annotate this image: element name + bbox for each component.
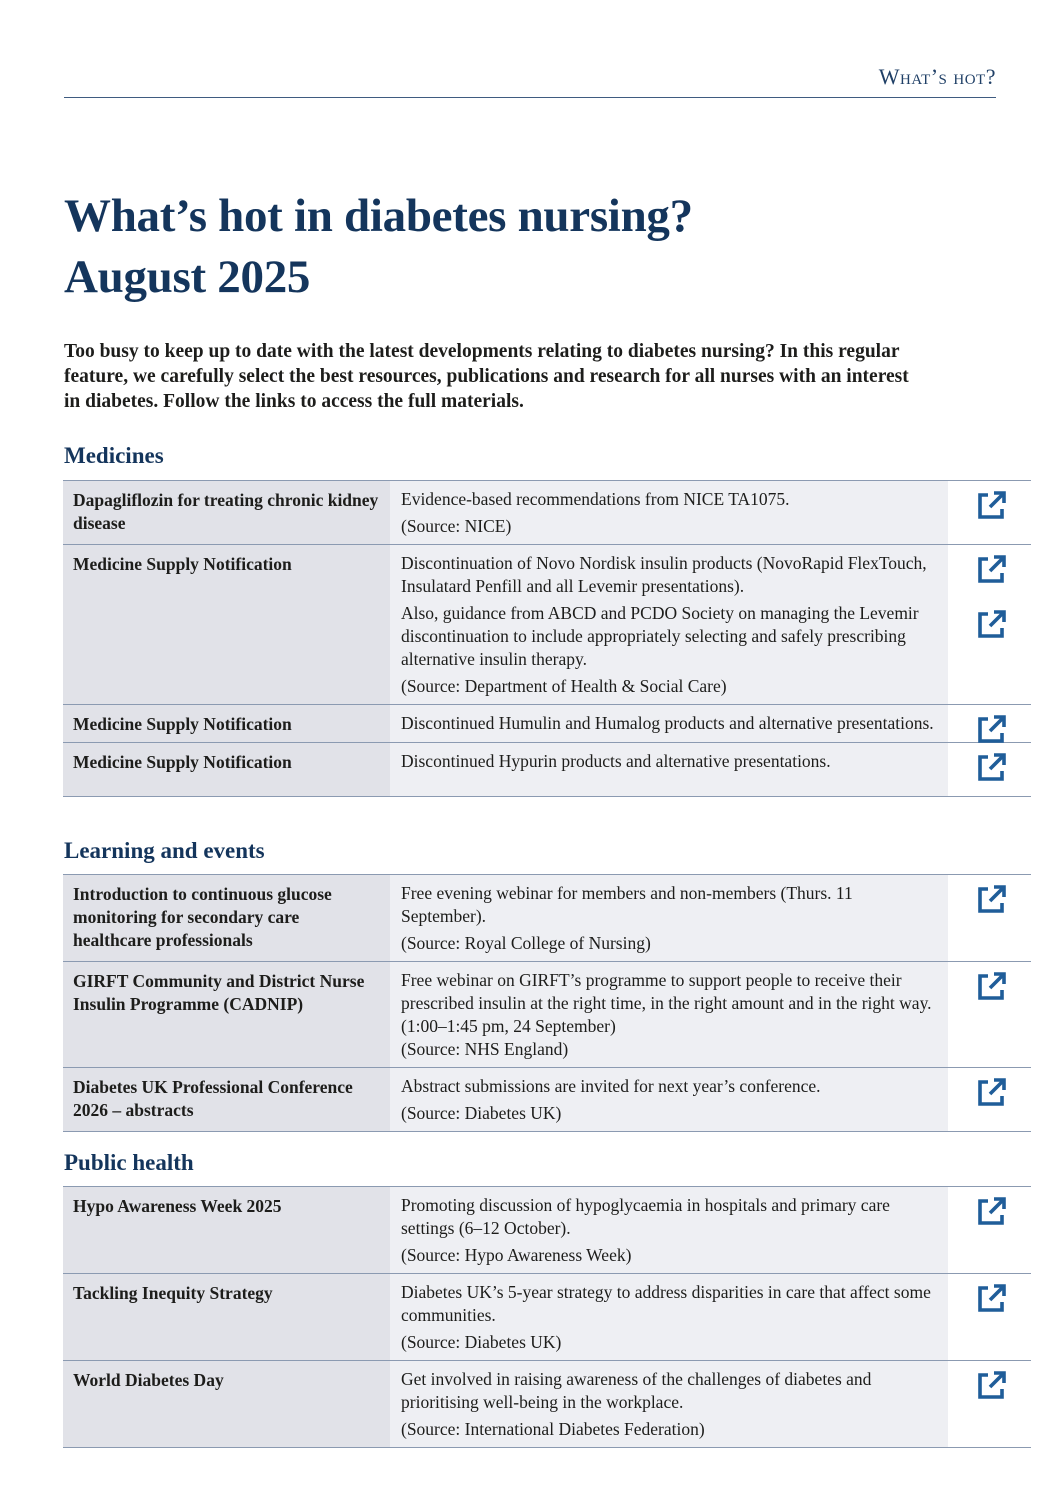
description-text: Evidence-based recommendations from NICE TA1075. (401, 489, 790, 509)
link-cell (948, 875, 1031, 962)
table-row (63, 1068, 1031, 1132)
link-cell (948, 1361, 1031, 1448)
table-row (63, 705, 1031, 743)
description-text: Abstract submissions are invited for next year’s conference. (401, 1076, 821, 1096)
table-row (63, 1187, 1031, 1274)
resource-title: Diabetes UK Professional Conference 2026 – abstracts (63, 1068, 390, 1132)
resource-description (390, 705, 948, 743)
resource-title: Medicine Supply Notification (63, 705, 390, 743)
resource-description (390, 743, 948, 797)
resource-description (390, 1361, 948, 1448)
resource-description (390, 545, 948, 705)
link-cell (948, 481, 1031, 545)
resource-description (390, 875, 948, 962)
description-text: Promoting discussion of hypoglycaemia in hospitals and primary care settings (6–12 October). (401, 1195, 890, 1238)
intro-paragraph: Too busy to keep up to date with the latest developments relating to diabetes nursing? In this regular feature, we carefully select the best resources, publications and research for all nurses with an interest in diabetes. Follow the links to access the full materials. (64, 341, 909, 412)
description-source: (Source: NHS England) (401, 1039, 569, 1059)
resource-title: Medicine Supply Notification (63, 545, 390, 705)
description-text: Discontinued Hypurin products and alternative presentations. (401, 751, 831, 771)
link-cell (948, 705, 1031, 743)
resource-description (390, 481, 948, 545)
description-source: (Source: Hypo Awareness Week) (401, 1245, 632, 1265)
description-text: Free webinar on GIRFT’s programme to support people to receive their prescribed insulin at the right time, in the right amount and in the right way. (1:00–1:45 pm, 24 September) (401, 970, 932, 1036)
table-row (63, 1361, 1031, 1448)
running-head: What’s hot? (878, 64, 996, 89)
description-text: Discontinued Humulin and Humalog products and alternative presentations. (401, 713, 934, 733)
resource-title: Tackling Inequity Strategy (63, 1274, 390, 1361)
page-title-line-1: What’s hot in diabetes nursing? (64, 190, 693, 242)
description-source: (Source: Royal College of Nursing) (401, 933, 651, 953)
resource-description (390, 1274, 948, 1361)
resource-description (390, 962, 948, 1068)
description-source: (Source: Diabetes UK) (401, 1103, 562, 1123)
external-link-icon[interactable] (975, 1283, 1007, 1315)
section-heading-medicines: Medicines (64, 443, 164, 468)
external-link-icon[interactable] (975, 554, 1007, 586)
table-row (63, 875, 1031, 962)
resource-description (390, 1187, 948, 1274)
header-rule (64, 97, 996, 98)
resource-title: Introduction to continuous glucose monitoring for secondary care healthcare professionals (63, 875, 390, 962)
external-link-icon[interactable] (975, 490, 1007, 522)
external-link-icon[interactable] (975, 752, 1007, 784)
description-text: Free evening webinar for members and non-members (Thurs. 11 September). (401, 883, 853, 926)
learning-events-table (63, 874, 1031, 1132)
external-link-icon[interactable] (975, 884, 1007, 916)
public-health-table (63, 1186, 1031, 1448)
external-link-icon[interactable] (975, 971, 1007, 1003)
link-cell (948, 1068, 1031, 1132)
link-cell (948, 545, 1031, 705)
description-text: Get involved in raising awareness of the challenges of diabetes and prioritising well-being in the workplace. (401, 1369, 872, 1412)
resource-description (390, 1068, 948, 1132)
external-link-icon[interactable] (975, 1370, 1007, 1402)
resource-title: Dapagliflozin for treating chronic kidney disease (63, 481, 390, 545)
external-link-icon[interactable] (975, 714, 1007, 746)
description-source: (Source: International Diabetes Federation) (401, 1419, 705, 1439)
external-link-icon[interactable] (975, 609, 1007, 641)
description-text: Diabetes UK’s 5-year strategy to address disparities in care that affect some communities. (401, 1282, 931, 1325)
table-row (63, 962, 1031, 1068)
resource-title: World Diabetes Day (63, 1361, 390, 1448)
description-source: (Source: Diabetes UK) (401, 1332, 562, 1352)
section-heading-learning-and-events: Learning and events (64, 838, 265, 863)
external-link-icon[interactable] (975, 1077, 1007, 1109)
description-source: (Source: NICE) (401, 516, 512, 536)
resource-title: Hypo Awareness Week 2025 (63, 1187, 390, 1274)
link-cell (948, 1274, 1031, 1361)
page-title (64, 186, 964, 308)
resource-title: GIRFT Community and District Nurse Insulin Programme (CADNIP) (63, 962, 390, 1068)
link-cell (948, 1187, 1031, 1274)
description-source: (Source: Department of Health & Social Care) (401, 676, 727, 696)
table-row (63, 545, 1031, 705)
medicines-table (63, 480, 1031, 797)
description-text: Also, guidance from ABCD and PCDO Society on managing the Levemir discontinuation to include appropriately selecting and safely prescribing alternative insulin therapy. (401, 603, 919, 669)
external-link-icon[interactable] (975, 1196, 1007, 1228)
table-row (63, 1274, 1031, 1361)
table-row (63, 743, 1031, 797)
resource-title: Medicine Supply Notification (63, 743, 390, 797)
link-cell (948, 962, 1031, 1068)
table-row (63, 481, 1031, 545)
page-title-line-2: August 2025 (64, 251, 311, 303)
section-heading-public-health: Public health (64, 1150, 194, 1175)
description-text: Discontinuation of Novo Nordisk insulin products (NovoRapid FlexTouch, Insulatard Penfill and all Levemir presentations). (401, 553, 927, 596)
link-cell (948, 743, 1031, 797)
